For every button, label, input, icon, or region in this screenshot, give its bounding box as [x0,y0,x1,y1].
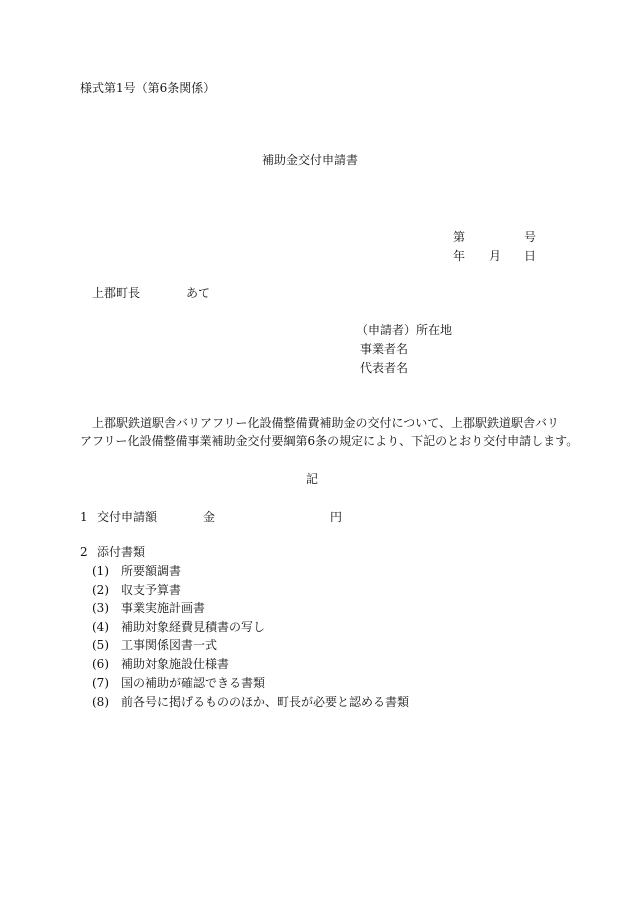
section-1-yen: 円 [330,510,343,524]
list-item: 補助対象施設仕様書 [121,657,230,671]
number-dai: 第 [453,230,466,244]
applicant-address-label: （申請者）所在地 [356,323,453,337]
list-item-number: (2) [92,583,109,597]
applicant-representative-label: 代表者名 [360,361,409,375]
list-item-number: (6) [92,657,109,671]
number-go: 号 [524,230,537,244]
list-item-number: (5) [92,638,109,652]
body-paragraph-line-2: アフリー化設備整備事業補助金交付要綱第6条の規定により、下記のとおり交付申請します。 [80,434,579,448]
section-2-label: 添付書類 [97,545,146,559]
list-item-number: (7) [92,676,109,690]
list-item: 事業実施計画書 [121,601,206,615]
section-1-label: 交付申請額 [97,510,158,524]
applicant-business-label: 事業者名 [360,342,409,356]
date-year: 年 [453,249,466,263]
list-item-number: (1) [92,564,109,578]
list-item-number: (3) [92,601,109,615]
date-month: 月 [489,249,502,263]
list-item: 前各号に掲げるもののほか、町長が必要と認める書類 [121,695,410,709]
document-title: 補助金交付申請書 [261,153,358,167]
section-2-number: 2 [80,545,88,559]
list-item: 工事関係図書一式 [121,638,218,652]
section-1-kin: 金 [203,510,216,524]
body-paragraph-line-1: 上郡駅鉄道駅舎バリアフリー化設備整備費補助金の交付について、上郡駅鉄道駅舎バリ [92,416,560,430]
section-1-number: 1 [80,510,88,524]
list-item-number: (4) [92,620,109,634]
list-item: 補助対象経費見積書の写し [121,620,266,634]
ki-heading: 記 [305,472,318,486]
addressee-name: 上郡町長 [92,286,141,300]
list-item-number: (8) [92,695,109,709]
form-number: 様式第1号（第6条関係） [80,81,216,95]
addressee-suffix: あて [186,286,211,300]
date-day: 日 [524,249,537,263]
list-item: 所要額調書 [121,564,182,578]
list-item: 収支予算書 [121,583,182,597]
list-item: 国の補助が確認できる書類 [121,676,266,690]
